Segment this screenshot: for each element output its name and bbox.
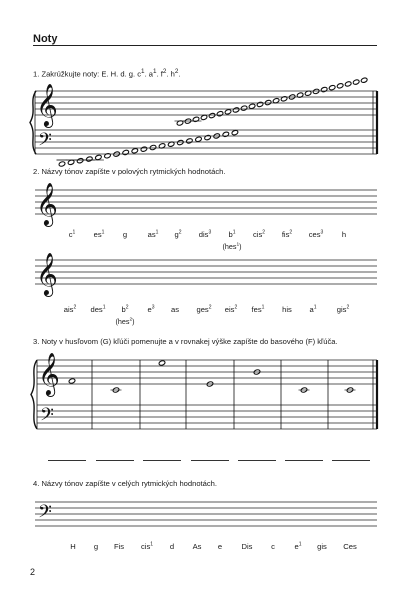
brace <box>31 360 37 429</box>
task2-row2-label: fes$^1$ <box>251 304 265 314</box>
task2-row2-alt-label: (hes$^2$) <box>115 317 135 326</box>
answer-blank[interactable] <box>332 460 370 461</box>
task1-bass-note <box>186 138 193 144</box>
task3-treble-note <box>158 360 165 366</box>
task1-treble-note <box>240 105 247 111</box>
task4-instruction: 4. Názvy tónov zapíšte v celých rytmických hodnotách. <box>33 479 218 488</box>
task1-bass-note <box>204 135 211 141</box>
bass-clef-icon: 𝄢 <box>38 130 52 156</box>
treble-clef-icon: 𝄞 <box>36 250 58 295</box>
task3-treble-note <box>68 378 75 384</box>
task1-treble-note <box>208 113 215 119</box>
task1-bass-note <box>131 148 138 154</box>
answer-blank[interactable] <box>143 460 181 461</box>
task1-bass-note <box>195 136 202 142</box>
treble-clef-icon: 𝄞 <box>36 81 58 126</box>
task1-treble-note <box>321 86 328 92</box>
answer-blank[interactable] <box>48 460 86 461</box>
task2-instruction: 2. Názvy tónov zapíšte v polových rytmických hodnotách. <box>33 167 226 176</box>
task1-treble-note <box>264 100 271 106</box>
task1-instruction: 1. Zakrúžkujte noty: E. H. d. g. $c^1$. $a^1$. $f^2$. $h^2$. <box>33 68 181 79</box>
task4-label: gis <box>317 542 327 551</box>
task1-treble-note <box>353 79 360 85</box>
task2-row1-label: $b^1$ <box>228 229 236 239</box>
task3-instruction: 3. Noty v husľovom (G) kľúči pomenujte a v rovnakej výške zapíšte do basového (F) kľúča. <box>33 337 338 346</box>
task2-row2-label: as <box>170 305 180 314</box>
task1-treble-note <box>232 107 239 113</box>
task1-bass-note <box>231 130 238 136</box>
treble-clef-icon: 𝄞 <box>36 180 58 225</box>
task1-treble-note <box>216 111 223 117</box>
task1-bass-note <box>140 146 147 152</box>
task1-treble-note <box>313 88 320 94</box>
task2-row1-label: h <box>341 230 347 239</box>
task1-bass-note <box>122 149 129 155</box>
task1-treble-note <box>256 101 263 107</box>
task1-treble-note <box>329 85 336 91</box>
task4-label: As <box>192 542 202 551</box>
bass-clef-icon: 𝄢 <box>40 405 54 431</box>
task2-row2-label: ges$^2$ <box>196 304 212 314</box>
task1-treble-note <box>224 109 231 115</box>
task2-row2-label: his <box>282 305 292 314</box>
answer-blank[interactable] <box>191 460 229 461</box>
task1-bass-note <box>77 158 84 164</box>
task2-row1-alt-label: (hes$^1$) <box>222 242 242 251</box>
task2-row2-label: des$^1$ <box>90 304 106 314</box>
task1-bass-note <box>95 154 102 160</box>
task1-bass-note <box>86 156 93 162</box>
task1-bass-note <box>58 161 65 167</box>
task2-row2-label: $e^3$ <box>147 304 155 314</box>
task2-row1-label: fis$^2$ <box>281 229 293 239</box>
task4-label: H <box>70 542 76 551</box>
task4-label: g <box>93 542 99 551</box>
task1-treble-note <box>361 77 368 83</box>
treble-clef-icon: 𝄞 <box>38 350 60 395</box>
page-title: Noty <box>33 33 58 45</box>
task2-row2-label: ais$^2$ <box>63 304 77 314</box>
task2-row2-label: $b^2$ <box>121 304 129 314</box>
task4-label: c <box>271 542 275 551</box>
page-number: 2 <box>30 567 36 577</box>
task2-row1-label: g <box>122 230 128 239</box>
task1-treble-note <box>337 83 344 89</box>
task4-label: Dis <box>241 542 253 551</box>
answer-blank[interactable] <box>238 460 276 461</box>
task1-bass-note <box>104 153 111 159</box>
answer-blank[interactable] <box>96 460 134 461</box>
task4-label: e <box>217 542 223 551</box>
task4-label: Ces <box>343 542 357 551</box>
task2-row2-label: $a^1$ <box>309 304 317 314</box>
task1-treble-note <box>248 103 255 109</box>
task4-label: $e^1$ <box>294 541 302 551</box>
task2-row1-label: cis$^2$ <box>252 229 266 239</box>
task2-row2-label: eis$^2$ <box>224 304 238 314</box>
task4-label: d <box>169 542 175 551</box>
task1-treble-note <box>345 81 352 87</box>
task1-bass-note <box>149 144 156 150</box>
answer-blank[interactable] <box>285 460 323 461</box>
task2-row1-label: $g^2$ <box>174 229 182 239</box>
task2-row2-label: gis$^2$ <box>336 304 350 314</box>
task2-row1-label: $as^1$ <box>147 229 159 239</box>
task1-bass-note <box>177 140 184 146</box>
task4-label: cis$^1$ <box>140 541 154 551</box>
task2-row1-label: ces$^3$ <box>308 229 324 239</box>
task1-bass-note <box>222 131 229 137</box>
task2-row1-label: dis$^3$ <box>198 229 212 239</box>
bass-clef-icon: 𝄢 <box>38 502 52 528</box>
task1-treble-note <box>192 116 199 122</box>
task2-row1-label: $c^1$ <box>68 229 76 239</box>
task4-label: Fis <box>113 542 125 551</box>
task2-row1-label: $es^1$ <box>93 229 105 239</box>
